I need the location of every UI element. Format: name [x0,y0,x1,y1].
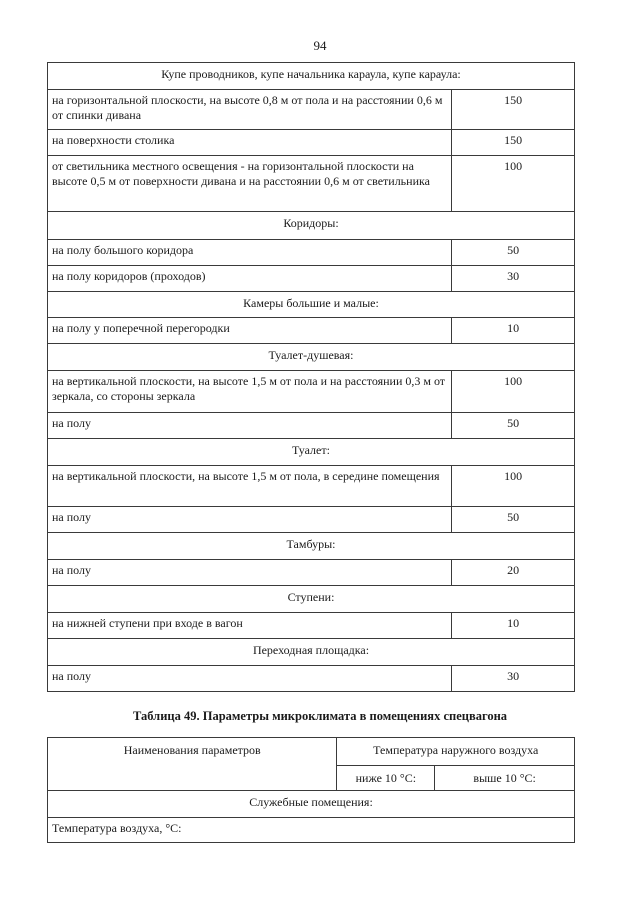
section-title: Туалет: [48,439,575,466]
row-value: 50 [452,507,575,533]
row-value: 50 [452,413,575,439]
row-value: 30 [452,266,575,292]
row-description: на нижней ступени при входе в вагон [48,613,452,639]
row-description: на полу [48,666,452,692]
row-description: на полу [48,413,452,439]
row-description: на полу у поперечной перегородки [48,318,452,344]
row-value: 150 [452,90,575,130]
row-value: 10 [452,318,575,344]
section-title: Тамбуры: [48,533,575,560]
row-value: 100 [452,466,575,507]
section-title: Ступени: [48,586,575,613]
table-section-row [48,791,575,818]
table-row [48,156,575,212]
table-row [48,666,575,692]
section-title: Туалет-душевая: [48,344,575,371]
row-description: на поверхности столика [48,130,452,156]
section-title: Камеры большие и малые: [48,292,575,318]
table-section-row [48,63,575,90]
table-section-row [48,586,575,613]
row-description: на полу [48,507,452,533]
row-value: 20 [452,560,575,586]
row-description: от светильника местного освещения - на горизонтальной плоскости на высоте 0,5 м от поверхности дивана и на расстоянии 0,6 м от светильника [48,156,452,212]
table-row [48,818,575,843]
row-description: на горизонтальной плоскости, на высоте 0,8 м от пола и на расстоянии 0,6 м от спинки дивана [48,90,452,130]
row-description: на вертикальной плоскости, на высоте 1,5 м от пола и на расстоянии 0,3 м от зеркала, со стороны зеркала [48,371,452,413]
table-row [48,613,575,639]
microclimate-table [47,737,575,843]
table-row [48,560,575,586]
row-description: на полу коридоров (проходов) [48,266,452,292]
table-header-row [48,738,575,766]
table-row [48,507,575,533]
table-row [48,130,575,156]
table-row [48,466,575,507]
table-row [48,240,575,266]
section-title: Служебные помещения: [48,791,575,818]
row-description: на полу [48,560,452,586]
row-value: 100 [452,371,575,413]
row-value: 30 [452,666,575,692]
table-row [48,413,575,439]
table-section-row [48,439,575,466]
page-number: 94 [313,38,327,53]
section-title: Коридоры: [48,212,575,240]
table-section-row [48,639,575,666]
table-row [48,266,575,292]
header-outdoor-temp: Температура наружного воздуха [337,738,575,766]
row-description: на вертикальной плоскости, на высоте 1,5 м от пола, в середине помещения [48,466,452,507]
section-title: Переходная площадка: [48,639,575,666]
row-value: 100 [452,156,575,212]
row-value: 50 [452,240,575,266]
table-row [48,318,575,344]
table-section-row [48,533,575,560]
header-parameters: Наименования параметров [48,738,337,791]
table-section-row [48,212,575,240]
table-row [48,90,575,130]
table-caption: Таблица 49. Параметры микроклимата в помещениях спецвагона [132,709,508,723]
header-above: выше 10 °С: [435,766,575,791]
table-row [48,371,575,413]
table-section-row [48,344,575,371]
lighting-norms-table [47,62,575,692]
header-below: ниже 10 °С: [337,766,435,791]
section-title: Купе проводников, купе начальника караула, купе караула: [48,63,575,90]
row-description: на полу большого коридора [48,240,452,266]
row-value: 150 [452,130,575,156]
row-value: 10 [452,613,575,639]
row-description: Температура воздуха, °С: [48,818,575,843]
table-section-row [48,292,575,318]
